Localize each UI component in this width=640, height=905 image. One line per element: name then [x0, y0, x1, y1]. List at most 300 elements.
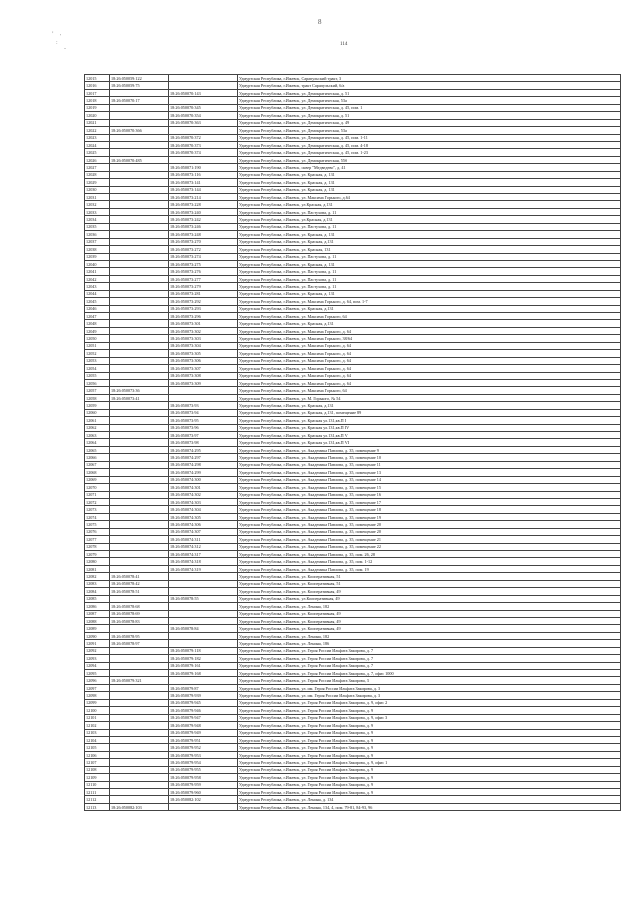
building-number-cell: 18:26:050073:214: [169, 194, 238, 201]
row-number-cell: 12073: [85, 506, 110, 513]
row-number-cell: 12072: [85, 498, 110, 505]
parcel-number-cell: [110, 432, 169, 439]
scan-speck: ': [60, 34, 62, 40]
row-number-cell: 12084: [85, 588, 110, 595]
building-number-cell: 18:26:050074:300: [169, 476, 238, 483]
address-cell: Удмуртская Республика, г.Ижевск, ул. Академика Павлова, д. 35, помещение 16: [238, 491, 621, 498]
address-cell: Удмуртская Республика, г.Ижевск, ул. Максима Горького, д. 64: [238, 365, 621, 372]
address-cell: Удмуртская Республика, г.Ижевск, ул. Академика Павлова, д. 35, помещение 11: [238, 461, 621, 468]
parcel-number-cell: 18:26:050073:36: [110, 387, 169, 394]
table-row: [85, 610, 621, 617]
address-cell: Удмуртская Республика, г.Ижевск, ул. Героя России Ильфата Закирова, д. 9: [238, 774, 621, 781]
building-number-cell: 18:26:050073:272: [169, 246, 238, 253]
address-cell: Удмуртская Республика, г.Ижевск, ул. им. Героя России Ильфата Закирова, д. 3: [238, 692, 621, 699]
parcel-number-cell: [110, 789, 169, 796]
row-number-cell: 12038: [85, 246, 110, 253]
row-number-cell: 12040: [85, 260, 110, 267]
row-number-cell: 12059: [85, 402, 110, 409]
building-number-cell: [169, 640, 238, 647]
row-number-cell: 12065: [85, 446, 110, 453]
parcel-number-cell: [110, 506, 169, 513]
parcel-number-cell: [110, 714, 169, 721]
row-number-cell: 12105: [85, 744, 110, 751]
parcel-number-cell: 18:26:050078:41: [110, 573, 169, 580]
address-cell: Удмуртская Республика, г.Ижевск, ул. Демократическая, д. 45, пом. 1: [238, 104, 621, 111]
table-row: [85, 357, 621, 364]
building-number-cell: 18:26:050079:161: [169, 662, 238, 669]
table-row: [85, 588, 621, 595]
parcel-number-cell: [110, 707, 169, 714]
parcel-number-cell: [110, 134, 169, 141]
building-number-cell: 18:26:050074:319: [169, 565, 238, 572]
address-cell: Удмуртская Республика, г.Ижевск, ул. Академика Павлова, д. 35, помещение 15: [238, 484, 621, 491]
address-cell: Удмуртская Республика, г.Ижевск, ул. Пастухова, д. 11: [238, 223, 621, 230]
parcel-number-cell: [110, 759, 169, 766]
table-row: [85, 803, 621, 810]
address-cell: Удмуртская Республика, г.Ижевск, ул. Академика Павлова, д. 35, помещение 9: [238, 446, 621, 453]
building-number-cell: 18:26:050073:275: [169, 260, 238, 267]
parcel-number-cell: [110, 238, 169, 245]
table-row: [85, 491, 621, 498]
building-number-cell: 18:26:050073:308: [169, 372, 238, 379]
table-row: [85, 402, 621, 409]
row-number-cell: 12032: [85, 201, 110, 208]
address-cell: Удмуртская Республика, г.Ижевск, ул. Героя России Ильфата Закирова, д. 9: [238, 781, 621, 788]
parcel-number-cell: [110, 231, 169, 238]
table-row: [85, 149, 621, 156]
building-number-cell: 18:26:050074:306: [169, 521, 238, 528]
row-number-cell: 12058: [85, 394, 110, 401]
table-row: [85, 75, 621, 82]
address-cell: Удмуртская Республика, г.Ижевск, ул. Героя России Ильфата Закирова, д. 9, офис 3: [238, 714, 621, 721]
building-number-cell: 18:26:050078:55: [169, 595, 238, 602]
address-cell: Удмуртская Республика, г.Ижевск, ул. Героя России Ильфата Закирова, д. 9: [238, 707, 621, 714]
address-cell: Удмуртская Республика, г.Ижевск, ул. Демократическая, д. 49: [238, 119, 621, 126]
building-number-cell: 18:26:050073:277: [169, 275, 238, 282]
building-number-cell: 18:26:050073:116: [169, 171, 238, 178]
table-row: [85, 208, 621, 215]
address-cell: Удмуртская Республика, г.Ижевск, ул. Красная, д. 131: [238, 186, 621, 193]
parcel-number-cell: [110, 774, 169, 781]
address-cell: Удмуртская Республика, г.Ижевск, ул. Героя России Ильфата Закирова, д. 9: [238, 789, 621, 796]
row-number-cell: 12076: [85, 528, 110, 535]
address-cell: Удмуртская Республика, г.Ижевск, сквер "Медведево", д. 41: [238, 164, 621, 171]
row-number-cell: 12019: [85, 104, 110, 111]
address-cell: Удмуртская Республика, г.Ижевск, ул. Героя России Ильфата Закирова, д. 9: [238, 722, 621, 729]
address-cell: Удмуртская Республика, г.Ижевск, тракт Сарапульский, 6/а: [238, 82, 621, 89]
row-number-cell: 12063: [85, 432, 110, 439]
address-cell: Удмуртская Республика, г.Ижевск, ул. Академика Павлова, д. 35, помещение 18: [238, 506, 621, 513]
row-number-cell: 12067: [85, 461, 110, 468]
address-cell: Удмуртская Республика, г.Ижевск, Сарапульский тракт, 3: [238, 75, 621, 82]
building-number-cell: 18:26:050074:305: [169, 513, 238, 520]
building-number-cell: 18:26:050070:372: [169, 134, 238, 141]
row-number-cell: 12060: [85, 409, 110, 416]
parcel-number-cell: 18:26:050079:321: [110, 677, 169, 684]
address-cell: Удмуртская Республика, г.Ижевск, ул. Демократическая, д. 51: [238, 112, 621, 119]
parcel-number-cell: [110, 498, 169, 505]
parcel-number-cell: 18:26:050070:366: [110, 127, 169, 134]
table-row: [85, 744, 621, 751]
row-number-cell: 12035: [85, 223, 110, 230]
table-row: [85, 684, 621, 691]
row-number-cell: 12033: [85, 208, 110, 215]
registry-table: [84, 74, 621, 811]
building-number-cell: 18:26:050074:318: [169, 558, 238, 565]
parcel-number-cell: [110, 484, 169, 491]
parcel-number-cell: [110, 246, 169, 253]
row-number-cell: 12030: [85, 186, 110, 193]
row-number-cell: 12081: [85, 565, 110, 572]
address-cell: Удмуртская Республика, г.Ижевск, ул. Героя России Ильфата Закирова, 3: [238, 677, 621, 684]
parcel-number-cell: [110, 625, 169, 632]
row-number-cell: 12094: [85, 662, 110, 669]
address-cell: Удмуртская Республика, г.Ижевск, ул. Красная, д. 131: [238, 179, 621, 186]
building-number-cell: 18:26:050073:228: [169, 201, 238, 208]
address-cell: Удмуртская Республика, г.Ижевск, ул. Академика Павлова, д. 35, помещение 21: [238, 536, 621, 543]
building-number-cell: 18:26:050079:168: [169, 670, 238, 677]
row-number-cell: 12110: [85, 781, 110, 788]
row-number-cell: 12062: [85, 424, 110, 431]
address-cell: Удмуртская Республика, г.Ижевск, ул. Максима Горького, д. 64: [238, 350, 621, 357]
table-row: [85, 141, 621, 148]
row-number-cell: 12024: [85, 141, 110, 148]
parcel-number-cell: [110, 796, 169, 803]
building-number-cell: 18:26:050073:307: [169, 365, 238, 372]
row-number-cell: 12091: [85, 640, 110, 647]
building-number-cell: 18:26:050079:87: [169, 684, 238, 691]
parcel-number-cell: [110, 402, 169, 409]
address-cell: Удмуртская Республика, г.Ижевск, ул. Кооперативная, 51: [238, 580, 621, 587]
row-number-cell: 12031: [85, 194, 110, 201]
building-number-cell: [169, 97, 238, 104]
address-cell: Удмуртская Республика, г.Ижевск, ул. Красная, д.131, помещение 89: [238, 409, 621, 416]
parcel-number-cell: [110, 253, 169, 260]
row-number-cell: 12109: [85, 774, 110, 781]
table-row: [85, 260, 621, 267]
table-row: [85, 305, 621, 312]
address-cell: Удмуртская Республика, г.Ижевск, ул. Героя России Ильфата Закирова, д. 7: [238, 655, 621, 662]
address-cell: Удмуртская Республика, г.Ижевск, ул. Академика Павлова, д. 35, помещение 20: [238, 521, 621, 528]
address-cell: Удмуртская Республика, г.Ижевск, ул. Демократическая, 53а: [238, 127, 621, 134]
table-row: [85, 722, 621, 729]
building-number-cell: 18:26:050073:296: [169, 313, 238, 320]
table-row: [85, 692, 621, 699]
parcel-number-cell: [110, 275, 169, 282]
table-row: [85, 573, 621, 580]
table-row: [85, 789, 621, 796]
row-number-cell: 12090: [85, 632, 110, 639]
parcel-number-cell: 18:26:050059:122: [110, 75, 169, 82]
building-number-cell: 18:26:050074:304: [169, 506, 238, 513]
table-row: [85, 112, 621, 119]
table-row: [85, 417, 621, 424]
address-cell: Удмуртская Республика, г.Ижевск, ул. Красная, 131: [238, 246, 621, 253]
row-number-cell: 12037: [85, 238, 110, 245]
address-cell: Удмуртская Республика, г.Ижевск, ул. Красная, д. 131: [238, 231, 621, 238]
table-row: [85, 521, 621, 528]
row-number-cell: 12050: [85, 335, 110, 342]
address-cell: Удмуртская Республика, г.Ижевск, ул. Академика Павлова, д. 35, пом. 26, 28: [238, 551, 621, 558]
row-number-cell: 12017: [85, 89, 110, 96]
row-number-cell: 12066: [85, 454, 110, 461]
table-row: [85, 632, 621, 639]
parcel-number-cell: [110, 89, 169, 96]
row-number-cell: 12029: [85, 179, 110, 186]
parcel-number-cell: [110, 201, 169, 208]
building-number-cell: 18:26:050073:93: [169, 402, 238, 409]
table-row: [85, 536, 621, 543]
table-row: [85, 223, 621, 230]
parcel-number-cell: [110, 729, 169, 736]
table-row: [85, 290, 621, 297]
building-number-cell: 18:26:050071:190: [169, 164, 238, 171]
parcel-number-cell: [110, 179, 169, 186]
address-cell: Удмуртская Республика, г.Ижевск, ул.Красная, д.131: [238, 201, 621, 208]
table-row: [85, 424, 621, 431]
row-number-cell: 12039: [85, 253, 110, 260]
building-number-cell: 18:26:050079:954: [169, 759, 238, 766]
parcel-number-cell: [110, 655, 169, 662]
row-number-cell: 12053: [85, 357, 110, 364]
address-cell: Удмуртская Республика, г.Ижевск, ул. Пастухова, д. 11: [238, 208, 621, 215]
address-cell: Удмуртская Республика, г.Ижевск, ул. Пастухова, д. 11: [238, 268, 621, 275]
building-number-cell: 18:26:050073:309: [169, 379, 238, 386]
building-number-cell: 18:26:050073:292: [169, 298, 238, 305]
table-row: [85, 528, 621, 535]
parcel-number-cell: [110, 223, 169, 230]
table-row: [85, 216, 621, 223]
table-row: [85, 365, 621, 372]
parcel-number-cell: [110, 372, 169, 379]
building-number-cell: 18:26:050073:303: [169, 335, 238, 342]
parcel-number-cell: [110, 327, 169, 334]
table-row: [85, 461, 621, 468]
table-row: [85, 469, 621, 476]
row-number-cell: 12045: [85, 298, 110, 305]
address-cell: Удмуртская Республика, г.Ижевск, ул. Красная, д. 131: [238, 171, 621, 178]
table-row: [85, 171, 621, 178]
row-number-cell: 12080: [85, 558, 110, 565]
address-cell: Удмуртская Республика, г.Ижевск, ул. Кооперативная, 49: [238, 610, 621, 617]
parcel-number-cell: [110, 565, 169, 572]
parcel-number-cell: [110, 469, 169, 476]
building-number-cell: 18:26:050082:102: [169, 796, 238, 803]
row-number-cell: 12046: [85, 305, 110, 312]
parcel-number-cell: [110, 513, 169, 520]
address-cell: Удмуртская Республика, г.Ижевск, ул. Демократическая, д. 45, пом. 4-18: [238, 141, 621, 148]
building-number-cell: 18:26:050073:240: [169, 208, 238, 215]
parcel-number-cell: 18:26:050078:42: [110, 580, 169, 587]
parcel-number-cell: [110, 379, 169, 386]
table-row: [85, 335, 621, 342]
table-row: [85, 707, 621, 714]
parcel-number-cell: [110, 744, 169, 751]
parcel-number-cell: [110, 736, 169, 743]
address-cell: Удмуртская Республика, г.Ижевск, ул. Кооперативная, 51: [238, 573, 621, 580]
address-cell: Удмуртская Республика, г.Ижевск, ул. Красная, д.131: [238, 320, 621, 327]
address-cell: Удмуртская Республика, г.Ижевск, ул. Героя России Ильфата Закирова, д. 7: [238, 662, 621, 669]
parcel-number-cell: 18:26:050078:95: [110, 632, 169, 639]
address-cell: Удмуртская Республика, г.Ижевск, ул.Красная, д.131: [238, 216, 621, 223]
row-number-cell: 12028: [85, 171, 110, 178]
corner-mark: 8: [318, 18, 322, 26]
row-number-cell: 12052: [85, 350, 110, 357]
table-row: [85, 164, 621, 171]
parcel-number-cell: [110, 476, 169, 483]
table-row: [85, 320, 621, 327]
row-number-cell: 12100: [85, 707, 110, 714]
address-cell: Удмуртская Республика, г.Ижевск, ул. Демократическая, 53а: [238, 97, 621, 104]
parcel-number-cell: [110, 298, 169, 305]
table-row: [85, 327, 621, 334]
building-number-cell: 18:26:050073:293: [169, 305, 238, 312]
building-number-cell: 18:26:050073:279: [169, 283, 238, 290]
building-number-cell: 18:26:050074:297: [169, 454, 238, 461]
building-number-cell: [169, 156, 238, 163]
building-number-cell: 18:26:050073:281: [169, 290, 238, 297]
table-row: [85, 379, 621, 386]
parcel-number-cell: [110, 164, 169, 171]
address-cell: Удмуртская Республика, г.Ижевск, ул. Красная ул.131,кв.П IV: [238, 424, 621, 431]
table-row: [85, 253, 621, 260]
table-row: [85, 714, 621, 721]
parcel-number-cell: [110, 313, 169, 320]
building-number-cell: 18:26:050073:305: [169, 350, 238, 357]
row-number-cell: 12082: [85, 573, 110, 580]
row-number-cell: 12064: [85, 439, 110, 446]
table-row: [85, 313, 621, 320]
table-row: [85, 595, 621, 602]
building-number-cell: 18:26:050073:141: [169, 179, 238, 186]
table-row: [85, 484, 621, 491]
row-number-cell: 12061: [85, 417, 110, 424]
address-cell: Удмуртская Республика, г.Ижевск, ул. Ленина, 182: [238, 632, 621, 639]
address-cell: Удмуртская Республика, г.Ижевск, ул. Героя России Ильфата Закирова, д. 9: [238, 729, 621, 736]
row-number-cell: 12070: [85, 484, 110, 491]
parcel-number-cell: 18:26:050078:83: [110, 617, 169, 624]
table-row: [85, 104, 621, 111]
building-number-cell: 18:26:050070:345: [169, 104, 238, 111]
row-number-cell: 12096: [85, 677, 110, 684]
page-number: 114: [340, 42, 348, 47]
address-cell: Удмуртская Республика, г.Ижевск, ул. Героя России Ильфата Закирова, д. 9: [238, 744, 621, 751]
parcel-number-cell: [110, 104, 169, 111]
building-number-cell: [169, 677, 238, 684]
address-cell: Удмуртская Республика, г.Ижевск, ул. М. Горького, № 54: [238, 394, 621, 401]
table-row: [85, 439, 621, 446]
row-number-cell: 12027: [85, 164, 110, 171]
table-row: [85, 662, 621, 669]
address-cell: Удмуртская Республика, г.Ижевск, ул. Демократическая, д. 51: [238, 89, 621, 96]
parcel-number-cell: [110, 290, 169, 297]
table-row: [85, 558, 621, 565]
table-row: [85, 194, 621, 201]
address-cell: Удмуртская Республика, г.Ижевск, ул. Академика Павлова, д. 35, помещение 10: [238, 454, 621, 461]
address-cell: Удмуртская Республика, г.Ижевск, ул. Академика Павлова, д. 35, помещение 17: [238, 498, 621, 505]
building-number-cell: [169, 588, 238, 595]
table-row: [85, 179, 621, 186]
table-row: [85, 372, 621, 379]
row-number-cell: 12113: [85, 803, 110, 810]
row-number-cell: 12055: [85, 372, 110, 379]
parcel-number-cell: [110, 454, 169, 461]
building-number-cell: 18:26:050073:242: [169, 216, 238, 223]
address-cell: Удмуртская Республика, г.Ижевск, ул. Пастухова, д. 11: [238, 283, 621, 290]
parcel-number-cell: [110, 141, 169, 148]
row-number-cell: 12103: [85, 729, 110, 736]
address-cell: Удмуртская Республика, г.Ижевск, ул. Максима Горького, д. 64, пом. 1-7: [238, 298, 621, 305]
table-row: [85, 506, 621, 513]
row-number-cell: 12085: [85, 595, 110, 602]
address-cell: Удмуртская Республика, г.Ижевск, ул. Пастухова, д. 11: [238, 275, 621, 282]
building-number-cell: [169, 387, 238, 394]
row-number-cell: 12016: [85, 82, 110, 89]
row-number-cell: 12044: [85, 290, 110, 297]
building-number-cell: [169, 82, 238, 89]
table-row: [85, 647, 621, 654]
building-number-cell: 18:26:050079:945: [169, 699, 238, 706]
building-number-cell: 18:26:050074:311: [169, 536, 238, 543]
row-number-cell: 12087: [85, 610, 110, 617]
building-number-cell: 18:26:050074:303: [169, 498, 238, 505]
building-number-cell: 18:26:050079:948: [169, 722, 238, 729]
row-number-cell: 12071: [85, 491, 110, 498]
table-row: [85, 766, 621, 773]
building-number-cell: 18:26:050073:98: [169, 439, 238, 446]
building-number-cell: 18:26:050074:307: [169, 528, 238, 535]
parcel-number-cell: [110, 781, 169, 788]
parcel-number-cell: [110, 670, 169, 677]
row-number-cell: 12101: [85, 714, 110, 721]
table-row: [85, 759, 621, 766]
building-number-cell: 18:26:050074:317: [169, 551, 238, 558]
parcel-number-cell: [110, 417, 169, 424]
table-row: [85, 89, 621, 96]
parcel-number-cell: [110, 320, 169, 327]
address-cell: Удмуртская Республика, г.Ижевск, ул. Демократическая, д. 45, пом. 1-23: [238, 149, 621, 156]
row-number-cell: 12095: [85, 670, 110, 677]
building-number-cell: 18:26:050078:84: [169, 625, 238, 632]
row-number-cell: 12074: [85, 513, 110, 520]
parcel-number-cell: [110, 699, 169, 706]
building-number-cell: 18:26:050073:95: [169, 417, 238, 424]
building-number-cell: [169, 617, 238, 624]
building-number-cell: 18:26:050073:306: [169, 357, 238, 364]
address-cell: Удмуртская Республика, г.Ижевск, ул. Максима Горького, д. 64: [238, 357, 621, 364]
address-cell: Удмуртская Республика, г.Ижевск, ул. Академика Павлова, д. 35, помещение 20: [238, 528, 621, 535]
parcel-number-cell: [110, 194, 169, 201]
parcel-number-cell: [110, 595, 169, 602]
row-number-cell: 12020: [85, 112, 110, 119]
building-number-cell: [169, 127, 238, 134]
address-cell: Удмуртская Республика, г.Ижевск, ул. Кооперативная, 49: [238, 617, 621, 624]
address-cell: Удмуртская Республика, г.Ижевск, ул. Ленина, 186: [238, 640, 621, 647]
row-number-cell: 12111: [85, 789, 110, 796]
parcel-number-cell: [110, 268, 169, 275]
address-cell: Удмуртская Республика, г.Ижевск, ул. Красная ул.131,кв.П I: [238, 417, 621, 424]
table-row: [85, 387, 621, 394]
table-row: [85, 201, 621, 208]
building-number-cell: 18:26:050079:953: [169, 751, 238, 758]
row-number-cell: 12112: [85, 796, 110, 803]
building-number-cell: 18:26:050070:143: [169, 89, 238, 96]
table-row: [85, 565, 621, 572]
parcel-number-cell: [110, 342, 169, 349]
table-row: [85, 238, 621, 245]
table-row: [85, 640, 621, 647]
address-cell: Удмуртская Республика, г.Ижевск, ул. Академика Павлова, д. 35, помещение 19: [238, 513, 621, 520]
